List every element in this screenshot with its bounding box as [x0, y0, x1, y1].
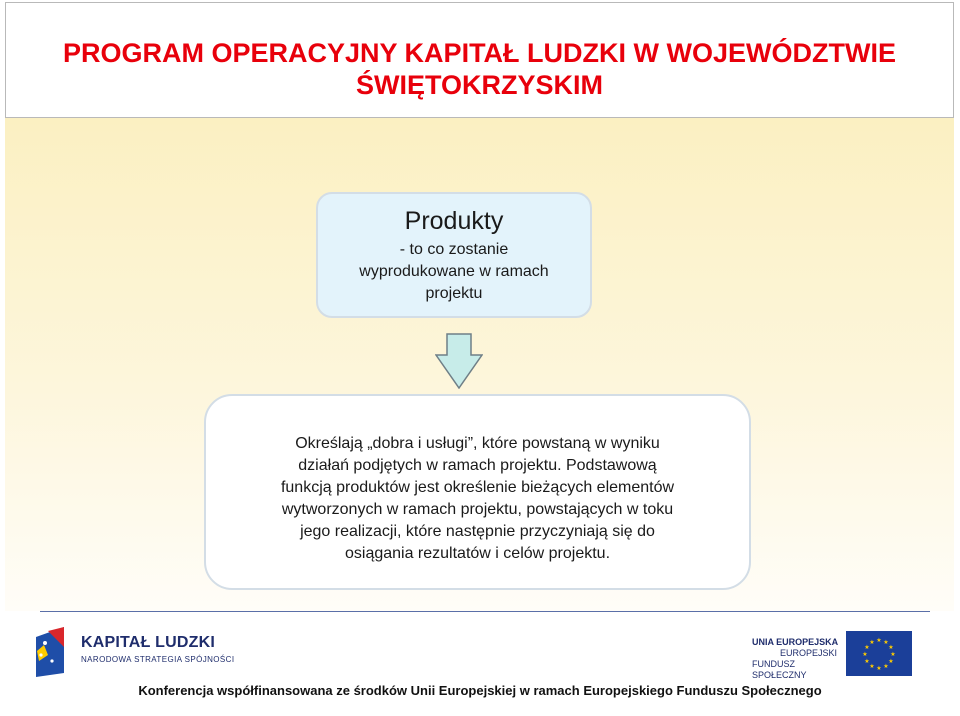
products-subline-1: - to co zostanie: [399, 241, 509, 258]
description-line-3: funkcją produktów jest określenie bieżących elementów: [280, 479, 675, 496]
description-line-4: wytworzonych w ramach projektu, powstających w toku: [281, 501, 674, 518]
products-subline-2: wyprodukowane w ramach: [359, 263, 549, 280]
description-line-5: jego realizacji, które następnie przyczyniają się do: [300, 523, 655, 540]
svg-text:★: ★: [883, 639, 889, 646]
kapital-ludzki-logo: [34, 625, 70, 679]
eu-flag-icon: [846, 631, 912, 676]
slide-content: [5, 118, 954, 611]
svg-text:★: ★: [864, 658, 870, 665]
svg-text:★: ★: [869, 639, 875, 646]
eu-label-line-3: FUNDUSZ SPOŁECZNY: [752, 659, 807, 680]
footer-cofinancing-note: Konferencja współfinansowana ze środków Unii Europejskiej w ramach Europejskiego Funduszu Społecznego: [138, 683, 822, 698]
title-banner: [5, 2, 954, 118]
products-box: [316, 192, 592, 318]
eu-label: [752, 637, 840, 681]
footer-divider: [40, 611, 930, 612]
svg-text:★: ★: [869, 663, 875, 670]
svg-text:★: ★: [890, 651, 896, 658]
products-heading: Produkty: [404, 207, 504, 235]
page-title-line-1: PROGRAM OPERACYJNY KAPITAŁ LUDZKI W WOJEWÓDZTWIE: [63, 38, 896, 68]
description-line-6: osiągania rezultatów i celów projektu.: [344, 545, 611, 562]
description-line-1: Określają „dobra i usługi”, które powstaną w wyniku: [295, 435, 660, 452]
eu-label-line-1: UNIA EUROPEJSKA: [752, 637, 839, 647]
footer: [0, 611, 960, 716]
description-line-2: działań podjętych w ramach projektu. Podstawową: [298, 457, 657, 474]
kapital-ludzki-subtitle: NARODOWA STRATEGIA SPÓJNOŚCI: [81, 655, 235, 664]
products-subline-3: projektu: [425, 285, 483, 302]
svg-text:★: ★: [876, 665, 882, 672]
svg-text:★: ★: [883, 663, 889, 670]
svg-text:★: ★: [888, 658, 894, 665]
kapital-ludzki-name: KAPITAŁ LUDZKI: [81, 634, 216, 651]
svg-text:★: ★: [862, 651, 868, 658]
svg-text:★: ★: [888, 644, 894, 651]
products-description-box: [204, 394, 751, 590]
svg-text:★: ★: [864, 644, 870, 651]
down-arrow-icon: [435, 333, 483, 389]
eu-label-line-2: EUROPEJSKI: [780, 648, 838, 658]
svg-text:★: ★: [876, 637, 882, 644]
page-title-line-2: ŚWIĘTOKRZYSKIM: [355, 70, 603, 100]
